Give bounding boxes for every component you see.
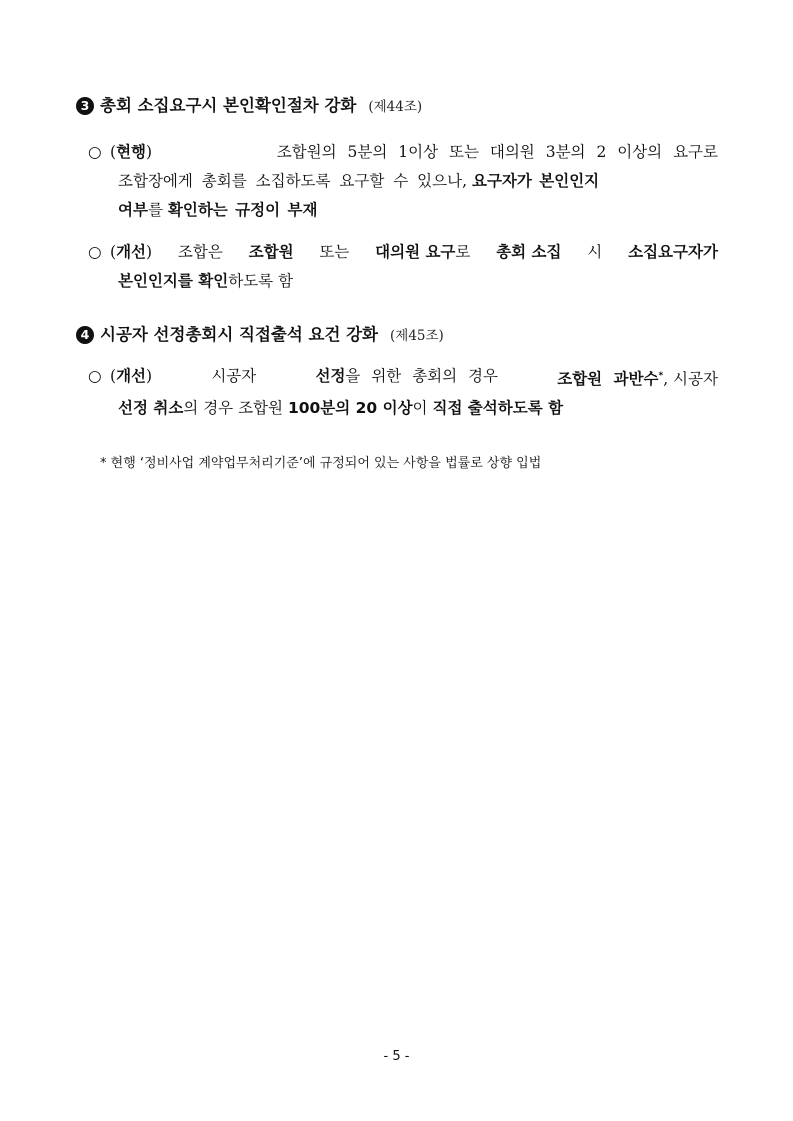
section-number-badge: 4: [76, 326, 94, 344]
bullet-label: 현행: [116, 143, 147, 161]
article-reference: (제44조): [368, 99, 423, 115]
bullet-line: ○ (개선) 조합은 조합원 또는 대의원 요구로 총회 소집 시 소집요구자가: [88, 238, 718, 267]
section-title: 총회 소집요구시 본인확인절차 강화: [100, 96, 357, 115]
bullet-label: 개선: [116, 243, 147, 261]
section-4-heading: [76, 321, 444, 345]
bullet-marker: ○: [88, 143, 102, 161]
footnote: * 현행 ‘정비사업 계약업무처리기준’에 규정되어 있는 사항을 법률로 상향 입법: [100, 456, 542, 471]
bullet-improvement: [88, 238, 718, 296]
bullet-line: 여부 를 확인하는 규정이 부재: [118, 201, 318, 219]
section-number-badge: 3: [76, 97, 94, 115]
article-reference: (제45조): [390, 328, 444, 344]
bullet-line: ○ (현행) 조합원의 5분의 1이상 또는 대의원 3분의 2 이상의 요구로: [88, 138, 718, 167]
footnote-marker: *: [658, 371, 664, 381]
bullet-text: 조합원의 5분의 1이상 또는 대의원 3분의 2 이상의 요구로: [276, 143, 718, 161]
bullet-label: 개선: [116, 367, 147, 385]
bullet-marker: ○: [88, 367, 102, 385]
section-title: 시공자 선정총회시 직접출석 요건 강화: [100, 325, 379, 344]
bullet-marker: ○: [88, 243, 102, 261]
page-number: - 5 -: [383, 1049, 410, 1064]
bullet-line: 본인인지를 확인 하도록 함: [118, 272, 294, 290]
bullet-current: [88, 138, 718, 225]
bullet-line: 선정 취소 의 경우 조합원 100분의 20 이상 이 직접 출석하도록 함: [118, 399, 564, 418]
bullet-improvement: [88, 362, 718, 423]
bullet-line: 조합장에게 총회를 소집하도록 요구할 수 있으나, 요구자가 본인인지: [118, 172, 600, 190]
bullet-line: ○ (개선) 시공자 선정을 위한 총회의 경우 조합원 과반수*, 시공자: [88, 362, 718, 394]
section-3-heading: [76, 92, 422, 116]
